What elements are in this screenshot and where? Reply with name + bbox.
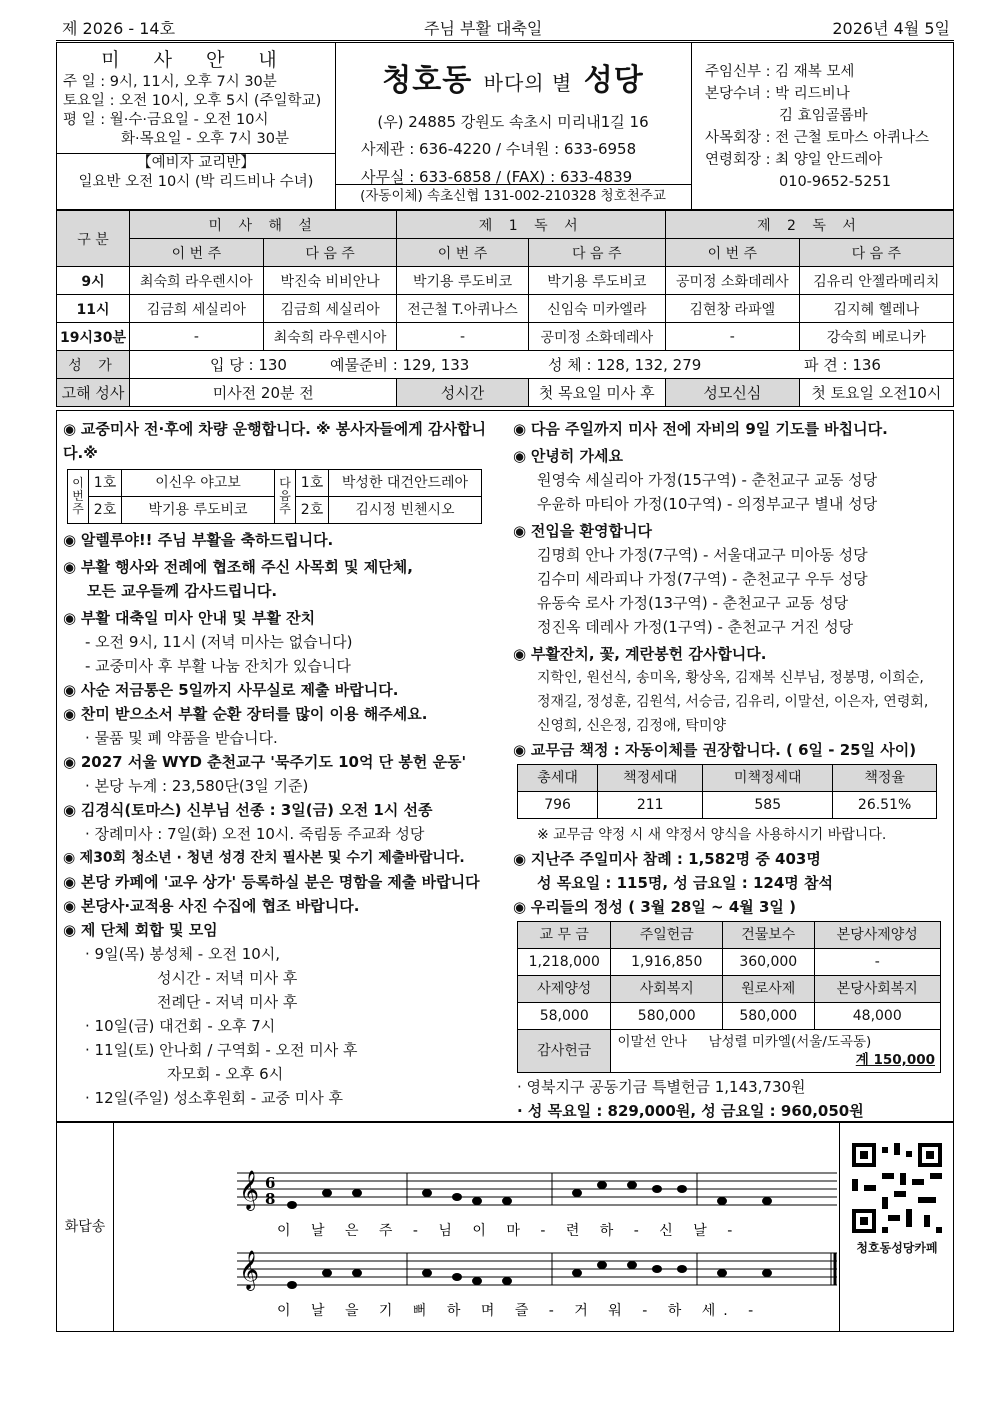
hymn-numbers-row: 성 가 입 당 : 130 예물준비 : 129, 133 성 체 : 128, 132, 279 파 견 : 136 bbox=[57, 351, 954, 379]
mass-info bbox=[57, 43, 336, 209]
col-header: 다 음 주 bbox=[263, 239, 397, 267]
time-sig: 6 bbox=[265, 1174, 276, 1192]
lyrics-line: 이 날 을 기 뻐 하 며 즐 - 거 워 - 하 세. - bbox=[277, 1303, 762, 1319]
car-service-table: 이번주 1호 이신우 야고보 다음주 1호 박성한 대건안드레아 2호 박기용 루도비코 2호 김시정 빈첸시오 bbox=[67, 469, 482, 524]
church-info bbox=[335, 43, 692, 209]
mass-line: 화·목요일 - 오후 7시 30분 bbox=[121, 131, 290, 147]
church-address: (우) 24885 강원도 속초시 미리내1길 16 bbox=[377, 113, 649, 131]
tithe-table: 총세대 책정세대 미책정세대 책정율 796 211 585 26.51% bbox=[517, 764, 937, 819]
staff-line: 주임신부 : 김 재복 모세 bbox=[705, 64, 855, 80]
mass-line: 평 일 : 월·수·금요일 - 오전 10시 bbox=[63, 112, 269, 128]
staff-line: 김 효임골롬바 bbox=[779, 108, 868, 124]
staff-phone: 010-9652-5251 bbox=[779, 174, 891, 190]
offering-table: 교 무 금 주일헌금 건물보수 본당사제양성 1,218,000 1,916,850 360,000 - 사제양성 사회복지 원로사제 본당사회복지 58,000 580,000 580,000 48,000 감사헌금 이말선 안나 남성렬 미카엘(서울/도곡동) 계 150,000 bbox=[517, 921, 941, 1073]
psalm-box bbox=[56, 1122, 954, 1332]
catechumen-class: 일요반 오전 10시 (박 리드비나 수녀) bbox=[78, 174, 314, 190]
top-line bbox=[56, 14, 954, 42]
qr-label: 청호동성당카페 bbox=[856, 1241, 938, 1255]
tel-line: 사무실 : 633-6858 / (FAX) : 633-4839 bbox=[361, 168, 633, 186]
qr-code-icon bbox=[852, 1143, 942, 1233]
sacrament-row: 고해 성사 미사전 20분 전 성시간 첫 목요일 미사 후 성모신심 첫 토요일 오전10시 bbox=[57, 379, 954, 407]
issue-number: 제 2026 - 14호 bbox=[62, 19, 176, 38]
col-header: 구 분 bbox=[57, 211, 130, 267]
table-row: 11시 김금희 세실리아 김금희 세실리아 전근철 T.아퀴나스 신임숙 미카엘라 김현창 라파엘 김지혜 헬레나 bbox=[57, 295, 954, 323]
col-header: 이 번 주 bbox=[397, 239, 528, 267]
staff-line: 본당수녀 : 박 리드비나 bbox=[705, 86, 850, 102]
col-header: 다 음 주 bbox=[528, 239, 665, 267]
mass-heading: 미 사 안 내 bbox=[101, 49, 291, 71]
catechumen-heading: 【예비자 교리반】 bbox=[57, 153, 335, 173]
tel-line: 사제관 : 636-4220 / 수녀원 : 633-6958 bbox=[361, 140, 637, 158]
treble-clef: 𝄞 bbox=[239, 1170, 260, 1210]
col-header: 미 사 해 설 bbox=[130, 211, 397, 239]
notices-box bbox=[56, 410, 954, 1122]
church-name: 청호동 바다의 별 성당 bbox=[382, 63, 644, 98]
col-header: 이 번 주 bbox=[130, 239, 264, 267]
staff-line: 연령회장 : 최 양일 안드레아 bbox=[705, 152, 883, 168]
table-row: 19시30분 - 최숙희 라우렌시아 - 공미정 소화데레사 - 강숙희 베로니카 bbox=[57, 323, 954, 351]
table-row: 9시 최숙희 라우렌시아 박진숙 비비안나 박기용 루도비코 박기용 루도비코 공미정 소화데레사 김유리 안젤라메리치 bbox=[57, 267, 954, 295]
time-sig: 8 bbox=[265, 1190, 276, 1208]
notices-left: ◉ 교중미사 전·후에 차량 운행합니다. ※ 봉사자들에게 감사합니다.※ 이번주 1호 이신우 야고보 다음주 1호 박성한 대건안드레아 2호 박기용 루도비코 2호 김시정 빈첸시오 ◉ 알렐루야!! 주님 부활을 축하드립니다. ◉ 부활 행사와 전례에 협조해 주신 사목회 및 제단체, 모든 교우들께 감사드립니다. ◉ 부활 대축일 미사 안내 및 부활 잔치 - 오전 9시, 11시 (저녁 미사는 없습니다) - 교중미사 후 부활 나눔 잔치가 있습니다 ◉ 사순 저금통은 5일까지 사무실로 제출 바랍니다. ◉ 찬미 받으소서 부활 순환 장터를 많이 이용 해주세요. · 물품 및 폐 약품을 받습니다. ◉ 2027 서울 WYD 춘천교구 '묵주기도 10억 단 봉헌 운동' · 본당 누계 : 23,580단(3일 기준) ◉ 김경식(토마스) 신부님 선종 : 3일(금) 오전 1시 선종 · 장례미사 : 7일(화) 오전 10시. 죽림동 주교좌 성당 ◉ 제30회 청소년 · 청년 성경 잔치 필사본 및 수기 제출바랍니다. ◉ 본당 카페에 '교우 상가' 등록하실 분은 명함을 제출 바랍니다 ◉ 본당사·교적용 사진 수집에 협조 바랍니다. ◉ 제 단체 회합 및 모임 · 9일(목) 봉성체 - 오전 10시, 성시간 - 저녁 미사 후 전례단 - 저녁 미사 후 · 10일(금) 대건회 - 오후 7시 · 11일(토) 안나회 / 구역회 - 오전 미사 후 자모회 - 오후 6시 · 12일(주일) 성소후원회 - 교중 미사 후 bbox=[63, 417, 509, 1110]
feast-title: 주님 부활 대축일 bbox=[424, 19, 543, 38]
notices-right: ◉ 다음 주일까지 미사 전에 자비의 9일 기도를 바칩니다. ◉ 안녕히 가세요 원영숙 세실리아 가정(15구역) - 춘천교구 교동 성당 우윤하 마티아 가정(10구역) - 의정부교구 별내 성당 ◉ 전입을 환영합니다 김명희 안나 가정(7구역) - 서울대교구 미아동 성당 김수미 세라피나 가정(7구역) - 춘천교구 우두 성당 유동숙 로사 가정(13구역) - 춘천교구 교동 성당 정진옥 데레사 가정(1구역) - 춘천교구 거진 성당 ◉ 부활잔치, 꽃, 계란봉헌 감사합니다. 지학인, 원선식, 송미옥, 황상옥, 김재복 신부님, 정봉명, 이희순, 정재길, 정성훈, 김원석, 서승금, 김유리, 이말선, 이은자, 연령회, 신영희, 신은정, 김정애, 탁미양 ◉ 교무금 책정 : 자동이체를 권장합니다. ( 6일 - 25일 사이) 총세대 책정세대 미책정세대 책정율 796 211 585 26.51% ※ 교무금 약정 시 새 약정서 양식을 사용하시기 바랍니다. ◉ 지난주 주일미사 참례 : 1,582명 중 403명 성 목요일 : 115명, 성 금요일 : 124명 참석 ◉ 우리들의 정성 ( 3월 28일 ~ 4월 3일 ) 교 무 금 주일헌금 건물보수 본당사제양성 1,218,000 1,916,850 360,000 - 사제양성 사회복지 원로사제 본당사회복지 58,000 580,000 580,000 48,000 감사헌금 이말선 안나 남성렬 미카엘(서울/도곡동) 계 150,000 · 영북지구 공동기금 특별헌금 1,143,730원 · 성 목요일 : 829,000원, 성 금요일 : 960,050원 bbox=[513, 417, 949, 1123]
mass-line: 토요일 : 오전 10시, 오후 5시 (주일학교) bbox=[63, 93, 322, 109]
schedule-table bbox=[56, 210, 954, 407]
issue-date: 2026년 4월 5일 bbox=[832, 19, 950, 38]
lyrics-line: 이 날 은 주 - 님 이 마 - 련 하 - 신 날 - bbox=[277, 1223, 741, 1239]
mass-line: 주 일 : 9시, 11시, 오후 7시 30분 bbox=[63, 74, 277, 90]
col-header: 제 2 독 서 bbox=[665, 211, 953, 239]
cafe-qr[interactable] bbox=[839, 1123, 954, 1331]
col-header: 제 1 독 서 bbox=[397, 211, 666, 239]
staff-info bbox=[691, 43, 953, 209]
col-header: 이 번 주 bbox=[665, 239, 799, 267]
header-box bbox=[56, 42, 954, 210]
music-staff bbox=[177, 1143, 837, 1323]
treble-clef: 𝄞 bbox=[239, 1250, 260, 1290]
psalm-label: 화답송 bbox=[57, 1123, 114, 1331]
bank-account: (자동이체) 속초신협 131-002-210328 청호천주교 bbox=[335, 184, 691, 209]
col-header: 다 음 주 bbox=[799, 239, 953, 267]
staff-line: 사목회장 : 전 근철 토마스 아퀴나스 bbox=[705, 130, 930, 146]
